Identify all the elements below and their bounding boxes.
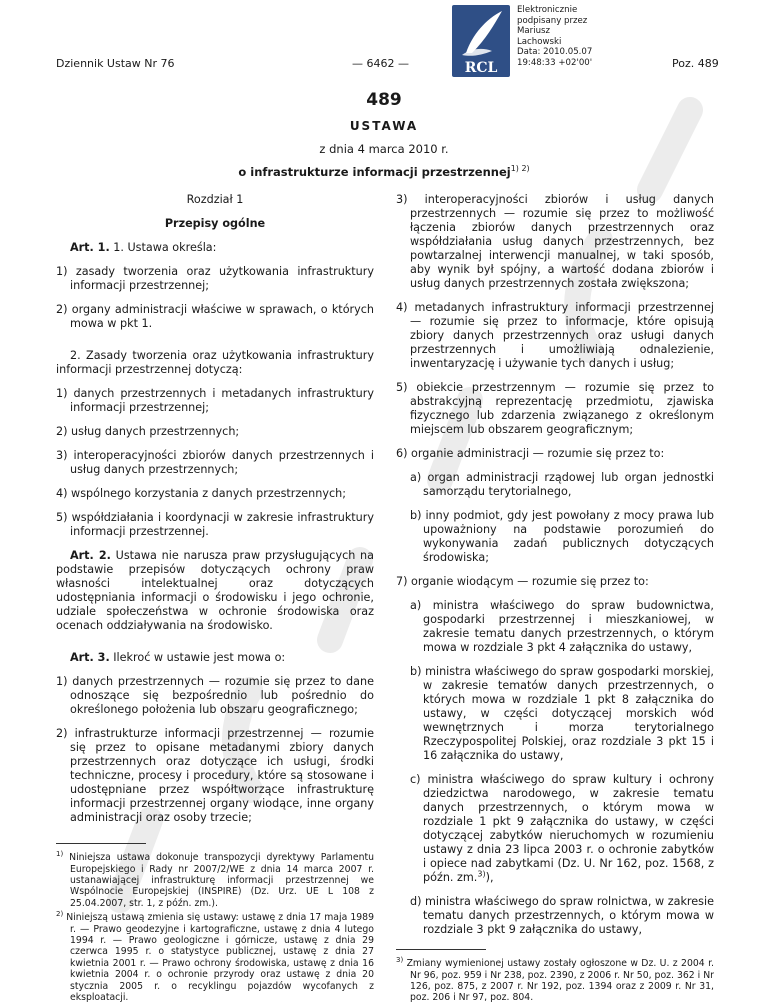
feather-seal-icon bbox=[452, 5, 510, 77]
list-item: 2) usług danych przestrzennych; bbox=[56, 425, 240, 438]
article-3 bbox=[56, 651, 374, 665]
article-1-paragraph-2: 2. Zasady tworzenia oraz użytkowania infrastruktury informacji przestrzennej dotyczą: bbox=[56, 349, 374, 376]
signature-line: 19:48:33 +02'00' bbox=[517, 57, 593, 68]
list-item: 4) metadanych infrastruktury informacji przestrzennej — rozumie się przez to informacje, które opisują zbiory danych przestrzennych oraz usługi danych przestrzennych i umożliwiają odnalezienie, inwentaryzację i używanie tych danych i usług; bbox=[396, 301, 714, 370]
sub-item: a) organ administracji rządowej lub organ jednostki samorządu terytorialnego, bbox=[410, 471, 714, 498]
signature-line: Lachowski bbox=[517, 36, 562, 47]
act-type: USTAWA bbox=[349, 119, 419, 133]
act-subject bbox=[0, 164, 768, 179]
footnote-ref: 1) 2) bbox=[510, 164, 530, 173]
footnote bbox=[56, 849, 374, 909]
list-item: 6) organie administracji — rozumie się przez to: bbox=[396, 447, 665, 460]
footnote-ref: 3) bbox=[477, 869, 486, 879]
list-item: 1) danych przestrzennych — rozumie się przez to dane odnoszące się bezpośrednio lub pośrednio do określonego położenia lub obszaru geograficznego; bbox=[56, 675, 374, 716]
act-number: 489 bbox=[366, 90, 402, 110]
act-subject-text: o infrastrukturze informacji przestrzennej bbox=[238, 164, 511, 179]
chapter-label: Rozdział 1 bbox=[186, 193, 244, 206]
sub-item: b) inny podmiot, gdy jest powołany z mocy prawa lub upoważniony na podstawie porozumień do wykonywania zadań publicznych dotyczących środowiska; bbox=[410, 509, 714, 564]
article-1 bbox=[56, 241, 374, 255]
list-item: 1) danych przestrzennych i metadanych infrastruktury informacji przestrzennej; bbox=[56, 387, 374, 414]
journal-name: Dziennik Ustaw Nr 76 bbox=[56, 57, 175, 70]
article-label: Art. 1. bbox=[70, 241, 110, 254]
rcl-logo bbox=[452, 5, 510, 77]
list-item: 7) organie wiodącym — rozumie się przez to: bbox=[396, 575, 649, 588]
act-date: z dnia 4 marca 2010 r. bbox=[319, 142, 449, 156]
right-column bbox=[396, 193, 714, 1004]
signature-line: podpisany przez bbox=[517, 15, 588, 26]
article-text: Ilekroć w ustawie jest mowa o: bbox=[109, 651, 286, 664]
article-text: Ustawa nie narusza praw przysługujących na podstawie przepisów dotyczących ochrony praw własności intelektualnej oraz dotyczących udostępniania informacji o środowisku i jego ochronie, udziale społeczeństwa w ochronie środowiska oraz ocenach oddziaływania na środowisko. bbox=[56, 549, 374, 632]
page-number: — 6462 — bbox=[352, 57, 409, 70]
footnote-divider bbox=[396, 949, 486, 950]
list-item: 2) infrastrukturze informacji przestrzennej — rozumie się przez to opisane metadanymi zbiory danych przestrzennych oraz dotyczące ich usługi, środki techniczne, procesy i procedury, które są stosowane i udostępniane przez współtworzące infrastrukturę informacji przestrzennej organy wiodące, inne organy administracji oraz osoby trzecie; bbox=[56, 727, 374, 824]
list-item: 5) współdziałania i koordynacji w zakresie infrastruktury informacji przestrzennej. bbox=[56, 511, 374, 538]
footnote-text: Niniejsza ustawa dokonuje transpozycji dyrektywy Parlamentu Europejskiego i Rady nr 2007/2/WE z dnia 14 marca 2007 r. ustanawiającej infrastrukturę informacji przestrzennej we Wspólnocie Europejskiej (INSPIRE) (Dz. Urz. UE L 108 z 25.04.2007, str. 1, z późn. zm.). bbox=[69, 852, 374, 909]
signature-line: Elektronicznie bbox=[517, 5, 578, 15]
list-item: 1) zasady tworzenia oraz użytkowania infrastruktury informacji przestrzennej; bbox=[56, 265, 374, 292]
position-number: Poz. 489 bbox=[672, 57, 719, 70]
article-text: 1. Ustawa określa: bbox=[109, 241, 217, 254]
footnote bbox=[396, 955, 714, 1004]
footnote-text: Zmiany wymienionej ustawy zostały ogłoszone w Dz. U. z 2004 r. Nr 96, poz. 959 i Nr 238, poz. 2390, z 2006 r. Nr 50, poz. 362 i Nr 126, poz. 875, z 2007 r. Nr 192, poz. 1394 oraz z 2009 r. Nr 31, poz. 206 i Nr 97, poz. 804. bbox=[406, 958, 714, 1004]
footnote-text: Niniejszą ustawą zmienia się ustawy: ustawę z dnia 17 maja 1989 r. — Prawo geodezyjne i kartograficzne, ustawę z dnia 4 lutego 1994 r. — Prawo geologiczne i górnicze, ustawę z dnia 29 czerwca 1995 r. o statystyce publicznej, ustawę z dnia 27 kwietnia 2001 r. — Prawo ochrony środowiska, ustawę z dnia 16 kwietnia 2004 r. o ochronie przyrody oraz ustawę z dnia 20 stycznia 2005 r. o recyklingu pojazdów wycofanych z eksploatacji. bbox=[66, 912, 374, 1004]
article-label: Art. 2. bbox=[70, 549, 111, 562]
list-item: 3) interoperacyjności zbiorów danych przestrzennych i usług danych przestrzennych; bbox=[56, 449, 374, 476]
footnote-mark: 2) bbox=[56, 910, 64, 919]
footnote-mark: 3) bbox=[396, 956, 404, 964]
left-column bbox=[56, 193, 374, 1003]
list-item: 4) wspólnego korzystania z danych przestrzennych; bbox=[56, 487, 346, 500]
footnote-divider bbox=[56, 843, 146, 844]
list-item: 5) obiekcie przestrzennym — rozumie się przez to abstrakcyjną reprezentację przedmiotu, zjawiska fizycznego lub zdarzenia związanego z określonym miejscem lub obszarem geograficznym; bbox=[396, 381, 714, 436]
logo-text: RCL bbox=[464, 60, 498, 76]
chapter-title: Przepisy ogólne bbox=[164, 217, 266, 230]
sub-item-text-end: ), bbox=[485, 871, 494, 884]
footnote bbox=[56, 909, 374, 1003]
sub-item-text: c) ministra właściwego do spraw kultury i ochrony dziedzictwa narodowego, w zakresie tematu danych przestrzennych, o którym mowa w rozdziale 1 pkt 9 załącznika do ustawy, w części dotyczącej zabytków nieruchomych w rozumieniu ustawy z dnia 23 lipca 2003 r. o ochronie zabytków i opiece nad zabytkami (Dz. U. Nr 162, poz. 1568, z późn. zm. bbox=[410, 773, 714, 884]
article-2 bbox=[56, 549, 374, 633]
list-item: 3) interoperacyjności zbiorów i usług danych przestrzennych — rozumie się przez to możliwość łączenia zbiorów danych przestrzennych oraz współdziałania usług danych przestrzennych, bez powtarzalnej interwencji manualnej, w taki sposób, aby wynik był spójny, a wartość dodana zbiorów i usług danych przestrzennych została zwiększona; bbox=[396, 193, 714, 290]
footnote-mark: 1) bbox=[56, 850, 64, 858]
digital-signature bbox=[517, 5, 627, 69]
signature-line: Data: 2010.05.07 bbox=[517, 47, 593, 58]
article-label: Art. 3. bbox=[70, 651, 110, 664]
sub-item: b) ministra właściwego do spraw gospodarki morskiej, w zakresie tematów danych przestrzennych, o których mowa w rozdziale 1 pkt 8 załącznika do ustawy, w części dotyczącej morskich wód wewnętrznych i morza terytorialnego Rzeczypospolitej Polskiej, oraz rozdziale 3 pkt 15 i 16 załącznika do ustawy, bbox=[410, 665, 714, 762]
sub-item: d) ministra właściwego do spraw rolnictwa, w zakresie tematu danych przestrzennych, o którym mowa w rozdziale 3 pkt 9 załącznika do ustawy, bbox=[410, 895, 714, 936]
signature-line: Mariusz bbox=[517, 26, 551, 37]
sub-item: a) ministra właściwego do spraw budownictwa, gospodarki przestrzennej i mieszkaniowej, w zakresie tematu danych przestrzennych, o którym mowa w rozdziale 3 pkt 4 załącznika do ustawy, bbox=[410, 599, 714, 654]
sub-item bbox=[410, 773, 714, 885]
list-item: 2) organy administracji właściwe w sprawach, o których mowa w pkt 1. bbox=[56, 303, 374, 330]
